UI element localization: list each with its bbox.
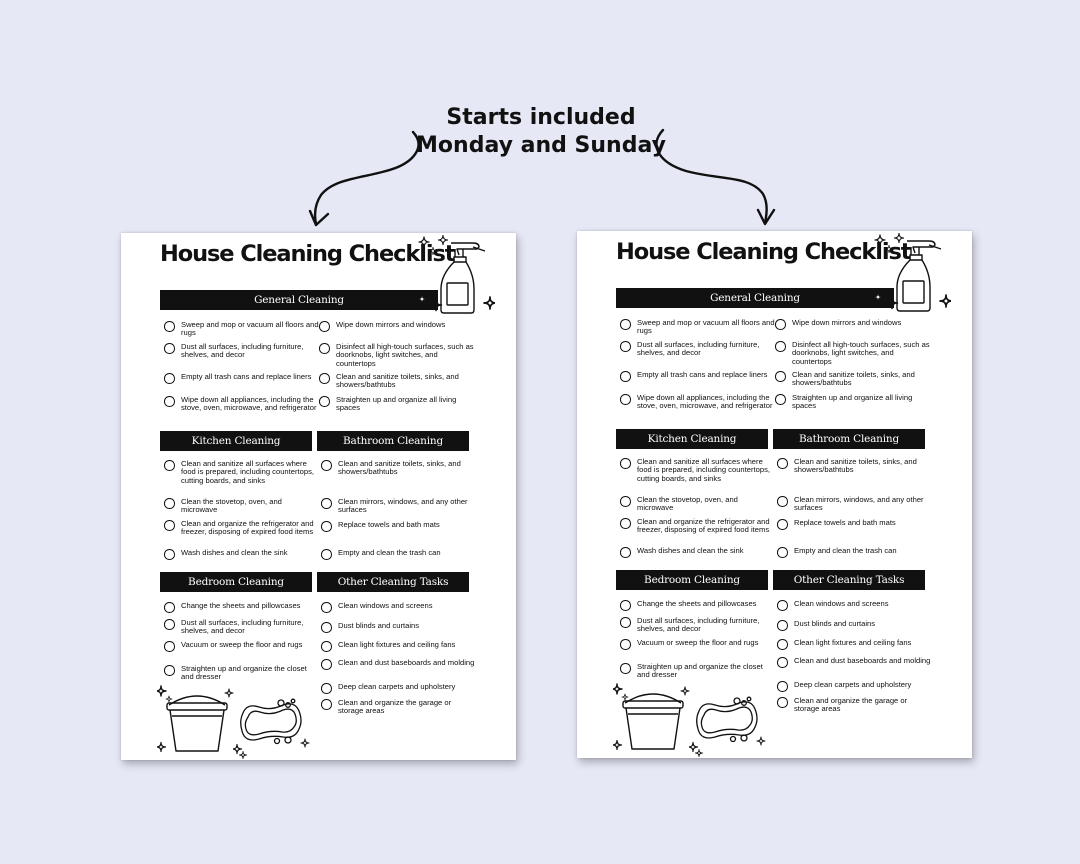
section-header-other: Other Cleaning Tasks xyxy=(773,570,925,590)
section-header-kitchen: Kitchen Cleaning xyxy=(160,431,312,451)
checkbox[interactable] xyxy=(321,521,332,532)
section-header-general: General Cleaning xyxy=(616,288,894,308)
checkbox[interactable] xyxy=(164,373,175,384)
checkbox[interactable] xyxy=(164,520,175,531)
checklist-item-text: Change the sheets and pillowcases xyxy=(637,599,757,608)
checklist-item-text: Straighten up and organize the closet and dresser xyxy=(181,664,307,682)
checkbox[interactable] xyxy=(777,600,788,611)
checklist-item-text: Deep clean carpets and upholstery xyxy=(794,680,912,689)
checklist-item-text: Clean and sanitize toilets, sinks, and showers/bathtubs xyxy=(794,457,917,475)
checklist-item-text: Wash dishes and clean the sink xyxy=(637,546,744,555)
section-header-bathroom: Bathroom Cleaning xyxy=(773,429,925,449)
checkbox[interactable] xyxy=(620,518,631,529)
checklist-item-text: Replace towels and bath mats xyxy=(794,518,896,527)
checkbox[interactable] xyxy=(319,321,330,332)
left-arrowhead-icon xyxy=(310,211,328,225)
page-title: House Cleaning Checklist xyxy=(616,239,911,265)
checklist-item-text: Clean and sanitize toilets, sinks, and showers/bathtubs xyxy=(338,459,461,477)
checkbox[interactable] xyxy=(321,683,332,694)
checkbox[interactable] xyxy=(777,657,788,668)
checkbox[interactable] xyxy=(620,394,631,405)
checklist-item-text: Clean light fixtures and ceiling fans xyxy=(794,638,912,647)
checklist-item-text: Dust all surfaces, including furniture, shelves, and decor xyxy=(637,340,760,358)
checklist-item-text: Wipe down mirrors and windows xyxy=(336,320,446,329)
bucket-icon xyxy=(157,685,237,757)
checklist-item-text: Clean and dust baseboards and molding xyxy=(794,656,931,665)
checkbox[interactable] xyxy=(164,321,175,332)
checkbox[interactable] xyxy=(620,600,631,611)
checkbox[interactable] xyxy=(775,394,786,405)
checkbox[interactable] xyxy=(777,496,788,507)
checklist-item-text: Deep clean carpets and upholstery xyxy=(338,682,456,691)
checklist-item-text: Dust blinds and curtains xyxy=(794,619,876,628)
checklist-item-text: Clean and sanitize toilets, sinks, and showers/bathtubs xyxy=(792,370,915,388)
checklist-item-text: Dust all surfaces, including furniture, shelves, and decor xyxy=(637,616,760,634)
section-header-kitchen: Kitchen Cleaning xyxy=(616,429,768,449)
checkbox[interactable] xyxy=(164,549,175,560)
checkbox[interactable] xyxy=(620,341,631,352)
checklist-page-right xyxy=(577,231,972,758)
checklist-item-text: Clean the stovetop, oven, and microwave xyxy=(181,497,282,515)
checklist-item-text: Wipe down mirrors and windows xyxy=(792,318,902,327)
section-header-other: Other Cleaning Tasks xyxy=(317,572,469,592)
checkbox[interactable] xyxy=(164,460,175,471)
checkbox[interactable] xyxy=(777,519,788,530)
checkbox[interactable] xyxy=(321,549,332,560)
sponge-icon xyxy=(689,693,767,758)
checkbox[interactable] xyxy=(321,622,332,633)
checklist-item-text: Vacuum or sweep the floor and rugs xyxy=(181,640,303,649)
checklist-item-text: Clean and sanitize toilets, sinks, and showers/bathtubs xyxy=(336,372,459,390)
checkbox[interactable] xyxy=(620,371,631,382)
checkbox[interactable] xyxy=(777,639,788,650)
spray-bottle-icon xyxy=(433,237,495,317)
checklist-item-text: Clean and sanitize all surfaces where food is prepared, including countertops, cutting boards, and sinks xyxy=(181,459,314,485)
checklist-item-text: Dust blinds and curtains xyxy=(338,621,420,630)
bucket-icon xyxy=(613,683,693,755)
checklist-item-text: Clean light fixtures and ceiling fans xyxy=(338,640,456,649)
checkbox[interactable] xyxy=(775,341,786,352)
checklist-item-text: Clean windows and screens xyxy=(794,599,889,608)
checklist-item-text: Dust all surfaces, including furniture, shelves, and decor xyxy=(181,618,304,636)
checkbox[interactable] xyxy=(164,396,175,407)
checkbox[interactable] xyxy=(319,373,330,384)
checklist-item-text: Clean the stovetop, oven, and microwave xyxy=(637,495,738,513)
checklist-item-text: Straighten up and organize all living spaces xyxy=(792,393,913,411)
checkbox[interactable] xyxy=(321,699,332,710)
checklist-item-text: Clean and organize the garage or storage areas xyxy=(794,696,908,714)
checkbox[interactable] xyxy=(775,371,786,382)
checkbox[interactable] xyxy=(620,496,631,507)
section-header-bedroom: Bedroom Cleaning xyxy=(616,570,768,590)
checkbox[interactable] xyxy=(321,460,332,471)
checklist-item-text: Empty all trash cans and replace liners xyxy=(181,372,312,381)
checkbox[interactable] xyxy=(777,681,788,692)
checklist-item-text: Wipe down all appliances, including the stove, oven, microwave, and refrigerator xyxy=(181,395,317,413)
checklist-item-text: Sweep and mop or vacuum all floors and rugs xyxy=(637,318,775,336)
checklist-item-text: Disinfect all high-touch surfaces, such as doorknobs, light switches, and countertops xyxy=(792,340,930,366)
checklist-item-text: Empty and clean the trash can xyxy=(794,546,897,555)
checkbox[interactable] xyxy=(321,641,332,652)
left-arrow-icon xyxy=(315,132,418,224)
checklist-item-text: Clean mirrors, windows, and any other surfaces xyxy=(338,497,468,515)
page-title: House Cleaning Checklist xyxy=(160,241,455,267)
checkbox[interactable] xyxy=(164,665,175,676)
checkbox[interactable] xyxy=(164,641,175,652)
checklist-item-text: Disinfect all high-touch surfaces, such as doorknobs, light switches, and countertops xyxy=(336,342,474,368)
checklist-item-text: Empty and clean the trash can xyxy=(338,548,441,557)
sparkle-icon xyxy=(419,296,425,302)
checklist-item-text: Clean and organize the refrigerator and freezer, disposing of expired food items xyxy=(637,517,770,535)
checklist-item-text: Vacuum or sweep the floor and rugs xyxy=(637,638,759,647)
checklist-item-text: Dust all surfaces, including furniture, shelves, and decor xyxy=(181,342,304,360)
checklist-item-text: Empty all trash cans and replace liners xyxy=(637,370,768,379)
checklist-item-text: Clean and dust baseboards and molding xyxy=(338,658,475,667)
checklist-item-text: Wipe down all appliances, including the stove, oven, microwave, and refrigerator xyxy=(637,393,773,411)
checklist-item-text: Clean mirrors, windows, and any other surfaces xyxy=(794,495,924,513)
checkbox[interactable] xyxy=(319,396,330,407)
sponge-icon xyxy=(233,695,311,760)
section-header-bedroom: Bedroom Cleaning xyxy=(160,572,312,592)
headline-line-1: Starts included xyxy=(446,105,636,130)
checkbox[interactable] xyxy=(620,458,631,469)
checkbox[interactable] xyxy=(321,498,332,509)
right-arrow-icon xyxy=(656,130,766,223)
checklist-item-text: Sweep and mop or vacuum all floors and rugs xyxy=(181,320,319,338)
checkbox[interactable] xyxy=(164,602,175,613)
sparkle-icon xyxy=(875,294,881,300)
checkbox[interactable] xyxy=(777,547,788,558)
checkbox[interactable] xyxy=(164,343,175,354)
checklist-item-text: Straighten up and organize all living spaces xyxy=(336,395,457,413)
checklist-item-text: Clean and sanitize all surfaces where food is prepared, including countertops, cutting boards, and sinks xyxy=(637,457,770,483)
checkbox[interactable] xyxy=(319,343,330,354)
checklist-item-text: Clean and organize the garage or storage areas xyxy=(338,698,452,716)
checklist-item-text: Change the sheets and pillowcases xyxy=(181,601,301,610)
spray-bottle-icon xyxy=(889,235,951,315)
checkbox[interactable] xyxy=(777,620,788,631)
checklist-item-text: Straighten up and organize the closet and dresser xyxy=(637,662,763,680)
checkbox[interactable] xyxy=(777,697,788,708)
checkbox[interactable] xyxy=(164,619,175,630)
checklist-item-text: Clean windows and screens xyxy=(338,601,433,610)
checkbox[interactable] xyxy=(321,602,332,613)
checkbox[interactable] xyxy=(164,498,175,509)
checklist-item-text: Replace towels and bath mats xyxy=(338,520,440,529)
checkbox[interactable] xyxy=(620,639,631,650)
checkbox[interactable] xyxy=(321,659,332,670)
checklist-item-text: Wash dishes and clean the sink xyxy=(181,548,288,557)
checkbox[interactable] xyxy=(620,663,631,674)
section-header-bathroom: Bathroom Cleaning xyxy=(317,431,469,451)
checklist-page-left xyxy=(121,233,516,760)
checkbox[interactable] xyxy=(775,319,786,330)
checkbox[interactable] xyxy=(620,547,631,558)
checkbox[interactable] xyxy=(620,617,631,628)
section-header-general: General Cleaning xyxy=(160,290,438,310)
checkbox[interactable] xyxy=(777,458,788,469)
headline-line-2: Monday and Sunday xyxy=(416,133,666,158)
checkbox[interactable] xyxy=(620,319,631,330)
checklist-item-text: Clean and organize the refrigerator and freezer, disposing of expired food items xyxy=(181,519,314,537)
